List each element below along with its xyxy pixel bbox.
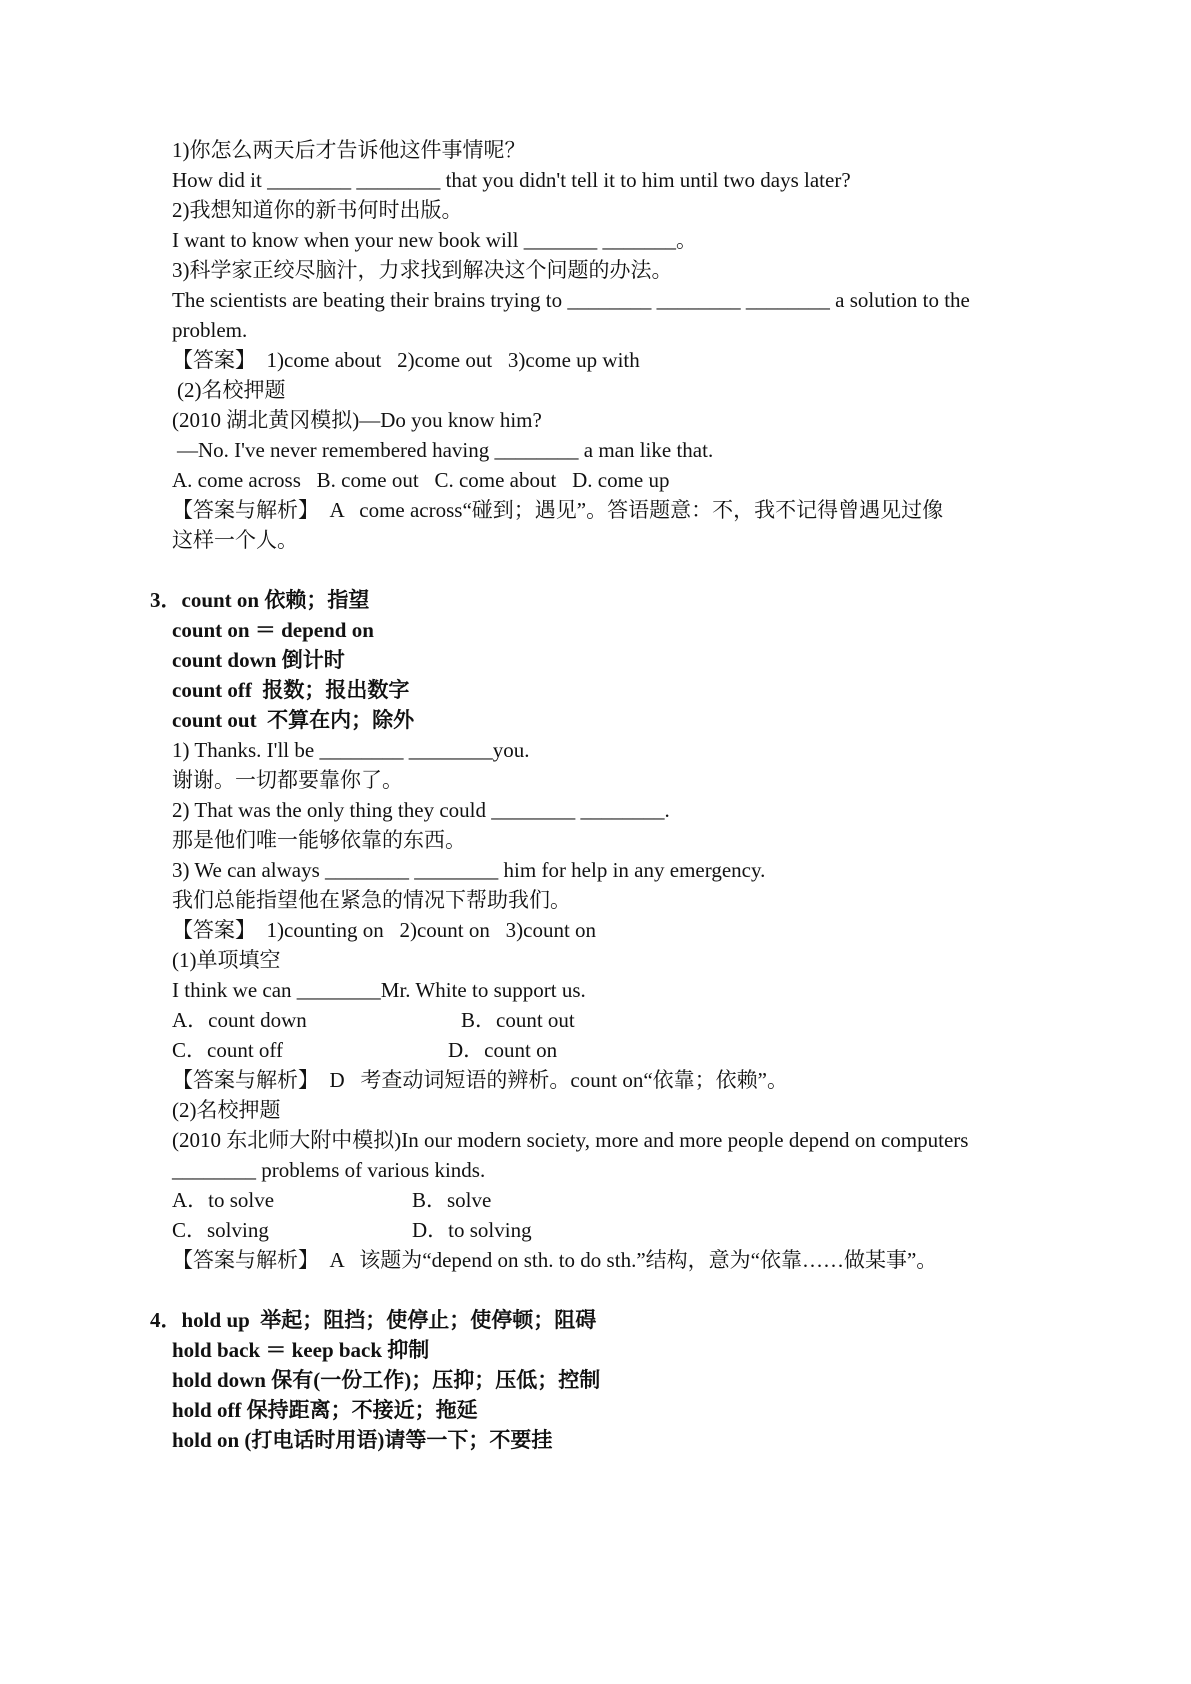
text-line: (2010 东北师大附中模拟)In our modern society, more and more people depend on computers <box>172 1128 969 1152</box>
section-label: (1)单项填空 <box>172 948 281 972</box>
option-c: C．count off <box>172 1038 284 1062</box>
text-line: How did it ________ ________ that you didn't tell it to him until two days later? <box>172 168 851 192</box>
section-heading: 4．hold up 举起；阻挡；使停止；使停顿；阻碍 <box>150 1308 597 1332</box>
section-label: (2)名校押题 <box>172 1098 281 1122</box>
option-a: A．count down <box>172 1008 307 1032</box>
text-line: 这样一个人。 <box>172 528 298 552</box>
answer-line: 【答案】 1)come about 2)come out 3)come up with <box>172 348 640 372</box>
text-line: 2) That was the only thing they could ________ ________. <box>172 798 670 822</box>
section-heading: 3．count on 依赖；指望 <box>150 588 370 612</box>
phrase-line: hold back ＝ keep back 抑制 <box>172 1338 430 1362</box>
text-line: problem. <box>172 318 248 342</box>
option-a: A．to solve <box>172 1188 275 1212</box>
option-d: D．count on <box>448 1038 558 1062</box>
text-line: ________ problems of various kinds. <box>172 1158 486 1182</box>
text-line: 我们总能指望他在紧急的情况下帮助我们。 <box>172 888 571 912</box>
text-line: (2010 湖北黄冈模拟)—Do you know him? <box>172 408 542 432</box>
text-line: 那是他们唯一能够依靠的东西。 <box>172 828 466 852</box>
answer-line: 【答案】 1)counting on 2)count on 3)count on <box>172 918 597 942</box>
option-d: D．to solving <box>412 1218 532 1242</box>
option-c: C．solving <box>172 1218 269 1242</box>
text-line: The scientists are beating their brains trying to ________ ________ ________ a solution to the <box>172 288 970 312</box>
option-b: B．count out <box>461 1008 575 1032</box>
phrase-line: hold off 保持距离；不接近；拖延 <box>172 1398 478 1422</box>
phrase-line: count on ＝ depend on <box>172 618 374 642</box>
text-line: 2)我想知道你的新书何时出版。 <box>172 198 463 222</box>
phrase-line: hold on (打电话时用语)请等一下；不要挂 <box>172 1428 553 1452</box>
text-line: 1) Thanks. I'll be ________ ________you. <box>172 738 530 762</box>
answer-line: 【答案与解析】 D 考查动词短语的辨析。count on“依靠；依赖”。 <box>172 1068 788 1092</box>
answer-line: 【答案与解析】 A come across“碰到；遇见”。答语题意：不，我不记得曾遇见过像 <box>172 498 944 522</box>
option-b: B．solve <box>412 1188 492 1212</box>
text-line: 1)你怎么两天后才告诉他这件事情呢？ <box>172 138 526 162</box>
text-line: 3) We can always ________ ________ him for help in any emergency. <box>172 858 766 882</box>
options-line: A. come across B. come out C. come about D. come up <box>172 468 670 492</box>
text-line: —No. I've never remembered having ________ a man like that. <box>177 438 714 462</box>
text-line: 3)科学家正绞尽脑汁，力求找到解决这个问题的办法。 <box>172 258 673 282</box>
answer-line: 【答案与解析】 A 该题为“depend on sth. to do sth.”结构，意为“依靠……做某事”。 <box>172 1248 938 1272</box>
phrase-line: count down 倒计时 <box>172 648 345 672</box>
text-line: 谢谢。一切都要靠你了。 <box>172 768 403 792</box>
text-line: I think we can ________Mr. White to support us. <box>172 978 586 1002</box>
phrase-line: count out 不算在内；除外 <box>172 708 415 732</box>
phrase-line: count off 报数；报出数字 <box>172 678 410 702</box>
section-label: (2)名校押题 <box>177 378 286 402</box>
phrase-line: hold down 保有(一份工作)；压抑；压低；控制 <box>172 1368 601 1392</box>
text-line: I want to know when your new book will _______ _______。 <box>172 228 697 252</box>
